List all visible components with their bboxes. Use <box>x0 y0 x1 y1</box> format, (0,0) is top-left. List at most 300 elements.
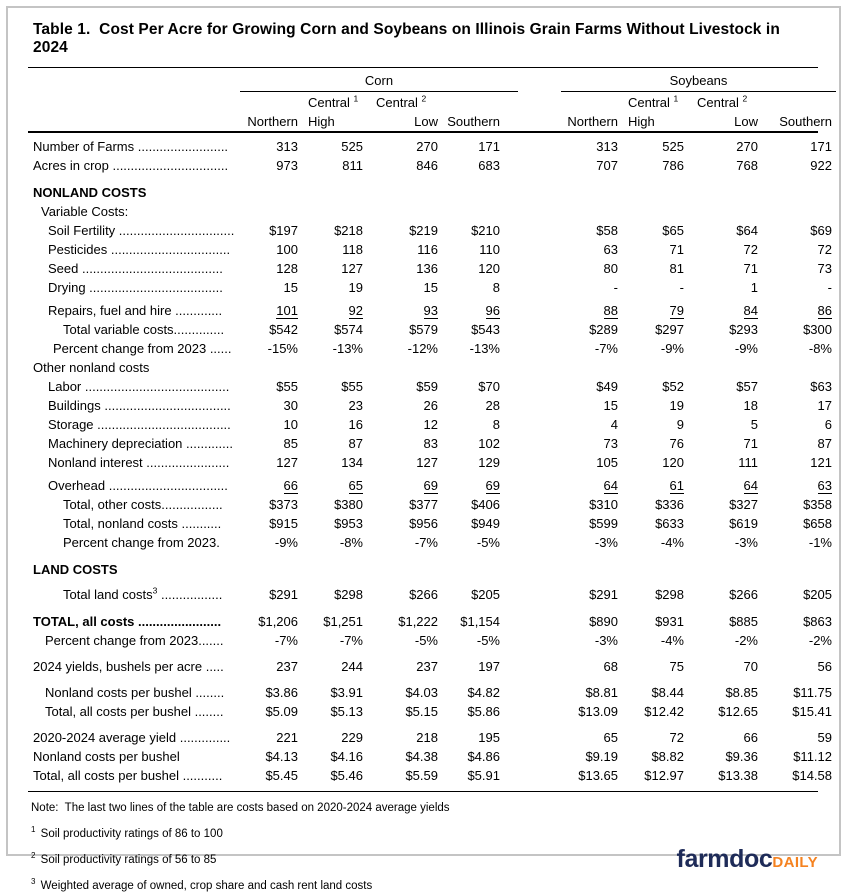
row-label: Nonland costs per bushel ........ <box>45 685 225 700</box>
value-cell: 768 <box>736 158 758 173</box>
value-cell: $12.42 <box>644 704 684 719</box>
value-cell <box>438 183 500 202</box>
group-gap <box>500 495 556 514</box>
value-cell: $5.45 <box>265 768 298 783</box>
value-cell: -3% <box>594 535 618 550</box>
value-cell: $1,206 <box>258 614 298 629</box>
value-cell: 70 <box>743 659 758 674</box>
group-gap <box>500 766 556 785</box>
row-label: Seed ....................................... <box>48 261 223 276</box>
value-cell <box>438 358 500 377</box>
value-cell: $336 <box>655 497 684 512</box>
value-cell: 100 <box>276 242 298 257</box>
value-cell: $57 <box>736 379 758 394</box>
col-header-corn-high: High <box>308 114 335 129</box>
value-cell: $197 <box>269 223 298 238</box>
group-gap <box>500 202 556 221</box>
value-cell: $5.91 <box>467 768 500 783</box>
value-cell: -5% <box>476 535 500 550</box>
value-cell: 786 <box>662 158 684 173</box>
value-cell: 19 <box>348 280 363 295</box>
group-gap <box>500 377 556 396</box>
value-cell: $5.15 <box>405 704 438 719</box>
row-label: TOTAL, all costs ....................... <box>33 614 222 629</box>
value-cell: $289 <box>589 322 618 337</box>
value-cell: 69 <box>423 478 438 493</box>
value-cell: -5% <box>476 633 500 648</box>
value-cell: 65 <box>603 730 618 745</box>
value-cell <box>363 560 438 579</box>
value-cell <box>240 183 298 202</box>
value-cell: 120 <box>662 455 684 470</box>
group-gap <box>500 585 556 604</box>
value-cell: $205 <box>471 587 500 602</box>
value-cell: 101 <box>276 303 298 318</box>
value-cell <box>556 358 618 377</box>
value-cell: 313 <box>276 139 298 154</box>
value-cell: 5 <box>750 417 758 432</box>
value-cell: 96 <box>485 303 500 318</box>
value-cell: 244 <box>341 659 363 674</box>
value-cell: 171 <box>478 139 500 154</box>
group-gap <box>500 657 556 676</box>
value-cell: $373 <box>269 497 298 512</box>
value-cell <box>556 560 618 579</box>
value-cell: 63 <box>817 478 832 493</box>
value-cell: 270 <box>736 139 758 154</box>
value-cell: 118 <box>342 242 363 257</box>
row-label: Total, other costs................. <box>63 497 223 512</box>
value-cell <box>240 560 298 579</box>
value-cell: -3% <box>734 535 758 550</box>
value-cell: $885 <box>729 614 758 629</box>
table-row <box>28 339 832 358</box>
value-cell: $13.09 <box>578 704 618 719</box>
value-cell <box>618 183 684 202</box>
farmdoc-wordmark: farmdoc <box>676 845 773 873</box>
value-cell: 15 <box>423 280 438 295</box>
value-cell: -9% <box>660 341 684 356</box>
footnote-1-marker: 1 <box>31 825 36 835</box>
group-gap <box>500 358 556 377</box>
value-cell: $291 <box>269 587 298 602</box>
value-cell <box>298 358 363 377</box>
footnote-2-text: Soil productivity ratings of 56 to 85 <box>37 854 217 866</box>
value-cell <box>684 560 758 579</box>
value-cell: 105 <box>596 455 618 470</box>
value-cell: -7% <box>339 633 363 648</box>
value-cell: $406 <box>471 497 500 512</box>
row-label: Total, all costs per bushel ........ <box>45 704 224 719</box>
value-cell <box>240 202 298 221</box>
value-cell <box>758 358 832 377</box>
value-cell: -13% <box>332 341 363 356</box>
row-label: Percent change from 2023. <box>63 535 220 550</box>
value-cell: 127 <box>276 455 298 470</box>
value-cell: 134 <box>341 455 363 470</box>
value-cell: 73 <box>817 261 832 276</box>
col-header-corn-northern: Northern <box>247 114 298 129</box>
value-cell: $915 <box>269 516 298 531</box>
group-gap <box>500 221 556 240</box>
row-label: 2020-2024 average yield .............. <box>33 730 231 745</box>
value-cell: 10 <box>283 417 298 432</box>
table-row <box>28 453 832 472</box>
group-gap <box>500 533 556 552</box>
value-cell: 75 <box>669 659 684 674</box>
col-header-corn-low: Low <box>414 114 438 129</box>
group-gap <box>500 453 556 472</box>
row-label: Soil Fertility ................................ <box>48 223 235 238</box>
value-cell: -5% <box>414 633 438 648</box>
value-cell: $65 <box>662 223 684 238</box>
value-cell: 88 <box>603 303 618 318</box>
value-cell <box>438 202 500 221</box>
table-row <box>28 137 832 156</box>
row-label: Storage ..................................... <box>48 417 231 432</box>
table-row <box>28 221 832 240</box>
table-body <box>28 133 832 785</box>
group-gap <box>500 702 556 721</box>
value-cell: 73 <box>603 436 618 451</box>
value-cell: $205 <box>803 587 832 602</box>
value-cell: -9% <box>274 535 298 550</box>
value-cell: $293 <box>729 322 758 337</box>
value-cell: 110 <box>479 242 500 257</box>
value-cell: -7% <box>274 633 298 648</box>
value-cell: 15 <box>283 280 298 295</box>
value-cell <box>618 560 684 579</box>
row-label: Variable Costs: <box>41 204 129 219</box>
row-label: Labor ........................................ <box>48 379 230 394</box>
value-cell: $11.75 <box>793 685 832 700</box>
table-1-panel <box>6 6 841 892</box>
table-row <box>28 612 832 631</box>
row-label: Other nonland costs <box>33 360 150 375</box>
table-row <box>28 415 832 434</box>
value-cell: 270 <box>416 139 438 154</box>
value-cell <box>298 183 363 202</box>
value-cell: $298 <box>655 587 684 602</box>
value-cell: $3.91 <box>330 685 363 700</box>
row-label: Nonland interest ....................... <box>48 455 230 470</box>
value-cell: 846 <box>416 158 438 173</box>
footnote-marker-2: 2 <box>421 93 427 104</box>
group-gap <box>500 514 556 533</box>
value-cell: 18 <box>743 398 758 413</box>
value-cell: $13.38 <box>718 768 758 783</box>
value-cell: 1 <box>750 280 758 295</box>
group-gap <box>500 259 556 278</box>
footnote-1-text: Soil productivity ratings of 86 to 100 <box>37 828 223 840</box>
value-cell: 93 <box>423 303 438 318</box>
value-cell: $11.12 <box>793 749 832 764</box>
value-cell: 61 <box>669 478 684 493</box>
table-row <box>28 240 832 259</box>
table-row <box>28 476 832 495</box>
table-row <box>28 514 832 533</box>
value-cell: 171 <box>810 139 832 154</box>
value-cell: $543 <box>471 322 500 337</box>
value-cell: $4.82 <box>467 685 500 700</box>
value-cell: $297 <box>655 322 684 337</box>
table-row <box>28 183 818 202</box>
value-cell <box>618 202 684 221</box>
row-label: Overhead ................................. <box>48 478 228 493</box>
group-gap <box>500 396 556 415</box>
group-gap <box>500 278 556 297</box>
table-row <box>28 358 818 377</box>
value-cell: 313 <box>596 139 618 154</box>
group-gap <box>500 240 556 259</box>
value-cell: 71 <box>743 436 758 451</box>
footnote-marker-2: 2 <box>742 93 748 104</box>
table-title: Table 1. Cost Per Acre for Growing Corn and Soybeans on Illinois Grain Farms Without Livestock in 2024 <box>33 21 785 56</box>
value-cell: 76 <box>669 436 684 451</box>
footnote-marker-1: 1 <box>673 93 679 104</box>
value-cell: 8 <box>492 280 500 295</box>
value-cell: 218 <box>416 730 438 745</box>
value-cell <box>618 358 684 377</box>
value-cell: 66 <box>743 730 758 745</box>
value-cell: 79 <box>669 303 684 318</box>
value-cell: 8 <box>492 417 500 432</box>
value-cell: 72 <box>669 730 684 745</box>
value-cell: 111 <box>738 455 758 470</box>
value-cell <box>684 202 758 221</box>
value-cell: $9.36 <box>725 749 758 764</box>
value-cell: $5.09 <box>265 704 298 719</box>
value-cell <box>363 202 438 221</box>
footnote-3 <box>31 877 818 892</box>
value-cell: 19 <box>669 398 684 413</box>
value-cell: $64 <box>736 223 758 238</box>
value-cell: $5.59 <box>405 768 438 783</box>
value-cell: $5.46 <box>330 768 363 783</box>
value-cell: $55 <box>276 379 298 394</box>
soybeans-group-label: Soybeans <box>669 73 728 88</box>
row-label: Nonland costs per bushel <box>33 749 180 764</box>
value-cell: $863 <box>803 614 832 629</box>
value-cell: $8.81 <box>585 685 618 700</box>
row-label: Buildings ................................... <box>48 398 231 413</box>
col-header-corn-central-high-top: Central $^1$ <box>308 93 359 110</box>
value-cell: 683 <box>478 158 500 173</box>
value-cell: -3% <box>594 633 618 648</box>
table-row <box>28 657 832 676</box>
value-cell: 92 <box>348 303 363 318</box>
value-cell: $14.58 <box>792 768 832 783</box>
group-gap <box>500 728 556 747</box>
value-cell: 127 <box>341 261 363 276</box>
value-cell: $12.65 <box>718 704 758 719</box>
group-gap <box>500 612 556 631</box>
value-cell: 72 <box>743 242 758 257</box>
value-cell: $8.85 <box>725 685 758 700</box>
value-cell: 922 <box>810 158 832 173</box>
value-cell: $63 <box>810 379 832 394</box>
value-cell: 128 <box>276 261 298 276</box>
value-cell: $59 <box>416 379 438 394</box>
value-cell: - <box>827 280 832 295</box>
value-cell: 86 <box>817 303 832 318</box>
value-cell: $4.16 <box>330 749 363 764</box>
value-cell: 71 <box>743 261 758 276</box>
row-label: Total variable costs.............. <box>63 322 225 337</box>
col-group-corn <box>240 73 518 92</box>
row-label: 2024 yields, bushels per acre ..... <box>33 659 224 674</box>
value-cell: 229 <box>341 730 363 745</box>
table-row <box>28 377 832 396</box>
table-row <box>28 728 832 747</box>
value-cell: 83 <box>423 436 438 451</box>
value-cell: 87 <box>817 436 832 451</box>
value-cell: $52 <box>662 379 684 394</box>
row-label: NONLAND COSTS <box>33 185 147 200</box>
value-cell: $619 <box>729 516 758 531</box>
value-cell: 129 <box>478 455 500 470</box>
value-cell: 197 <box>478 659 500 674</box>
value-cell: 525 <box>662 139 684 154</box>
value-cell: 59 <box>817 730 832 745</box>
col-header-soy-southern: Southern <box>779 114 832 129</box>
value-cell: 80 <box>603 261 618 276</box>
value-cell <box>363 358 438 377</box>
table-row <box>28 259 832 278</box>
value-cell: 221 <box>276 730 298 745</box>
group-gap <box>500 434 556 453</box>
table-row <box>28 396 832 415</box>
value-cell: - <box>679 280 684 295</box>
value-cell <box>758 560 832 579</box>
group-gap <box>500 476 556 495</box>
value-cell: $3.86 <box>265 685 298 700</box>
footnote-marker-1: 1 <box>353 93 359 104</box>
value-cell: -4% <box>660 633 684 648</box>
value-cell: -7% <box>414 535 438 550</box>
value-cell: 116 <box>417 242 438 257</box>
row-label: LAND COSTS <box>33 562 118 577</box>
row-label: Pesticides ................................. <box>48 242 231 257</box>
row-label: Total, nonland costs ........... <box>63 516 222 531</box>
col-header-corn-central-low-top: Central $^2$ <box>376 93 427 110</box>
value-cell: 81 <box>669 261 684 276</box>
value-cell: $5.86 <box>467 704 500 719</box>
value-cell: $1,251 <box>323 614 363 629</box>
group-gap <box>500 631 556 650</box>
value-cell: $377 <box>409 497 438 512</box>
table-row <box>28 683 832 702</box>
value-cell: $310 <box>589 497 618 512</box>
row-label: Number of Farms ......................... <box>33 139 229 154</box>
value-cell: $579 <box>409 322 438 337</box>
table-row <box>28 560 818 579</box>
value-cell: -15% <box>267 341 298 356</box>
value-cell: $219 <box>409 223 438 238</box>
value-cell: $949 <box>471 516 500 531</box>
value-cell: 15 <box>603 398 618 413</box>
value-cell: $953 <box>334 516 363 531</box>
value-cell: 102 <box>478 436 500 451</box>
value-cell: $12.97 <box>644 768 684 783</box>
value-cell: 121 <box>810 455 832 470</box>
value-cell: $8.44 <box>651 685 684 700</box>
value-cell: -7% <box>594 341 618 356</box>
table-row <box>28 434 832 453</box>
value-cell: 23 <box>348 398 363 413</box>
value-cell <box>298 560 363 579</box>
row-label: Drying ..................................... <box>48 280 223 295</box>
table-content <box>8 8 839 892</box>
value-cell: - <box>613 280 618 295</box>
group-gap <box>500 137 556 156</box>
corn-group-label: Corn <box>364 73 394 88</box>
group-gap <box>500 560 556 579</box>
value-cell <box>758 202 832 221</box>
value-cell: $1,154 <box>460 614 500 629</box>
value-cell: $298 <box>334 587 363 602</box>
value-cell: $358 <box>803 497 832 512</box>
value-cell: 9 <box>676 417 684 432</box>
table-row <box>28 585 832 604</box>
value-cell: $633 <box>655 516 684 531</box>
value-cell <box>363 183 438 202</box>
group-gap <box>500 683 556 702</box>
value-cell: -4% <box>660 535 684 550</box>
value-cell: -8% <box>339 535 363 550</box>
value-cell: $210 <box>471 223 500 238</box>
value-cell: 26 <box>423 398 438 413</box>
value-cell: $599 <box>589 516 618 531</box>
value-cell: 63 <box>603 242 618 257</box>
col-group-soybeans <box>561 73 836 92</box>
table-row <box>28 156 832 175</box>
table-note: Note: The last two lines of the table are costs based on 2020-2024 average yields <box>31 802 450 814</box>
value-cell: 71 <box>669 242 684 257</box>
value-cell: 66 <box>283 478 298 493</box>
value-cell: $8.82 <box>651 749 684 764</box>
daily-wordmark: DAILY <box>772 854 818 871</box>
row-label: Machinery depreciation ............. <box>48 436 233 451</box>
row-label: Percent change from 2023....... <box>45 633 224 648</box>
row-label: Percent change from 2023 ...... <box>53 341 232 356</box>
footnote-marker-3: 3 <box>152 585 158 596</box>
value-cell: $4.03 <box>405 685 438 700</box>
value-cell: $300 <box>803 322 832 337</box>
group-gap <box>500 747 556 766</box>
table-row <box>28 278 832 297</box>
table-row <box>28 495 832 514</box>
value-cell: 69 <box>485 478 500 493</box>
value-cell <box>240 358 298 377</box>
value-cell: $69 <box>810 223 832 238</box>
col-header-soy-high: High <box>628 114 655 129</box>
row-label: Repairs, fuel and hire ............. <box>48 303 223 318</box>
table-header <box>28 68 832 131</box>
value-cell: -1% <box>808 535 832 550</box>
row-label: Total, all costs per bushel ........... <box>33 768 223 783</box>
value-cell: 195 <box>478 730 500 745</box>
value-cell: $890 <box>589 614 618 629</box>
value-cell <box>298 202 363 221</box>
group-gap <box>500 183 556 202</box>
value-cell: 56 <box>817 659 832 674</box>
value-cell <box>556 202 618 221</box>
value-cell: 525 <box>341 139 363 154</box>
value-cell: $4.38 <box>405 749 438 764</box>
value-cell <box>438 560 500 579</box>
group-gap <box>500 415 556 434</box>
